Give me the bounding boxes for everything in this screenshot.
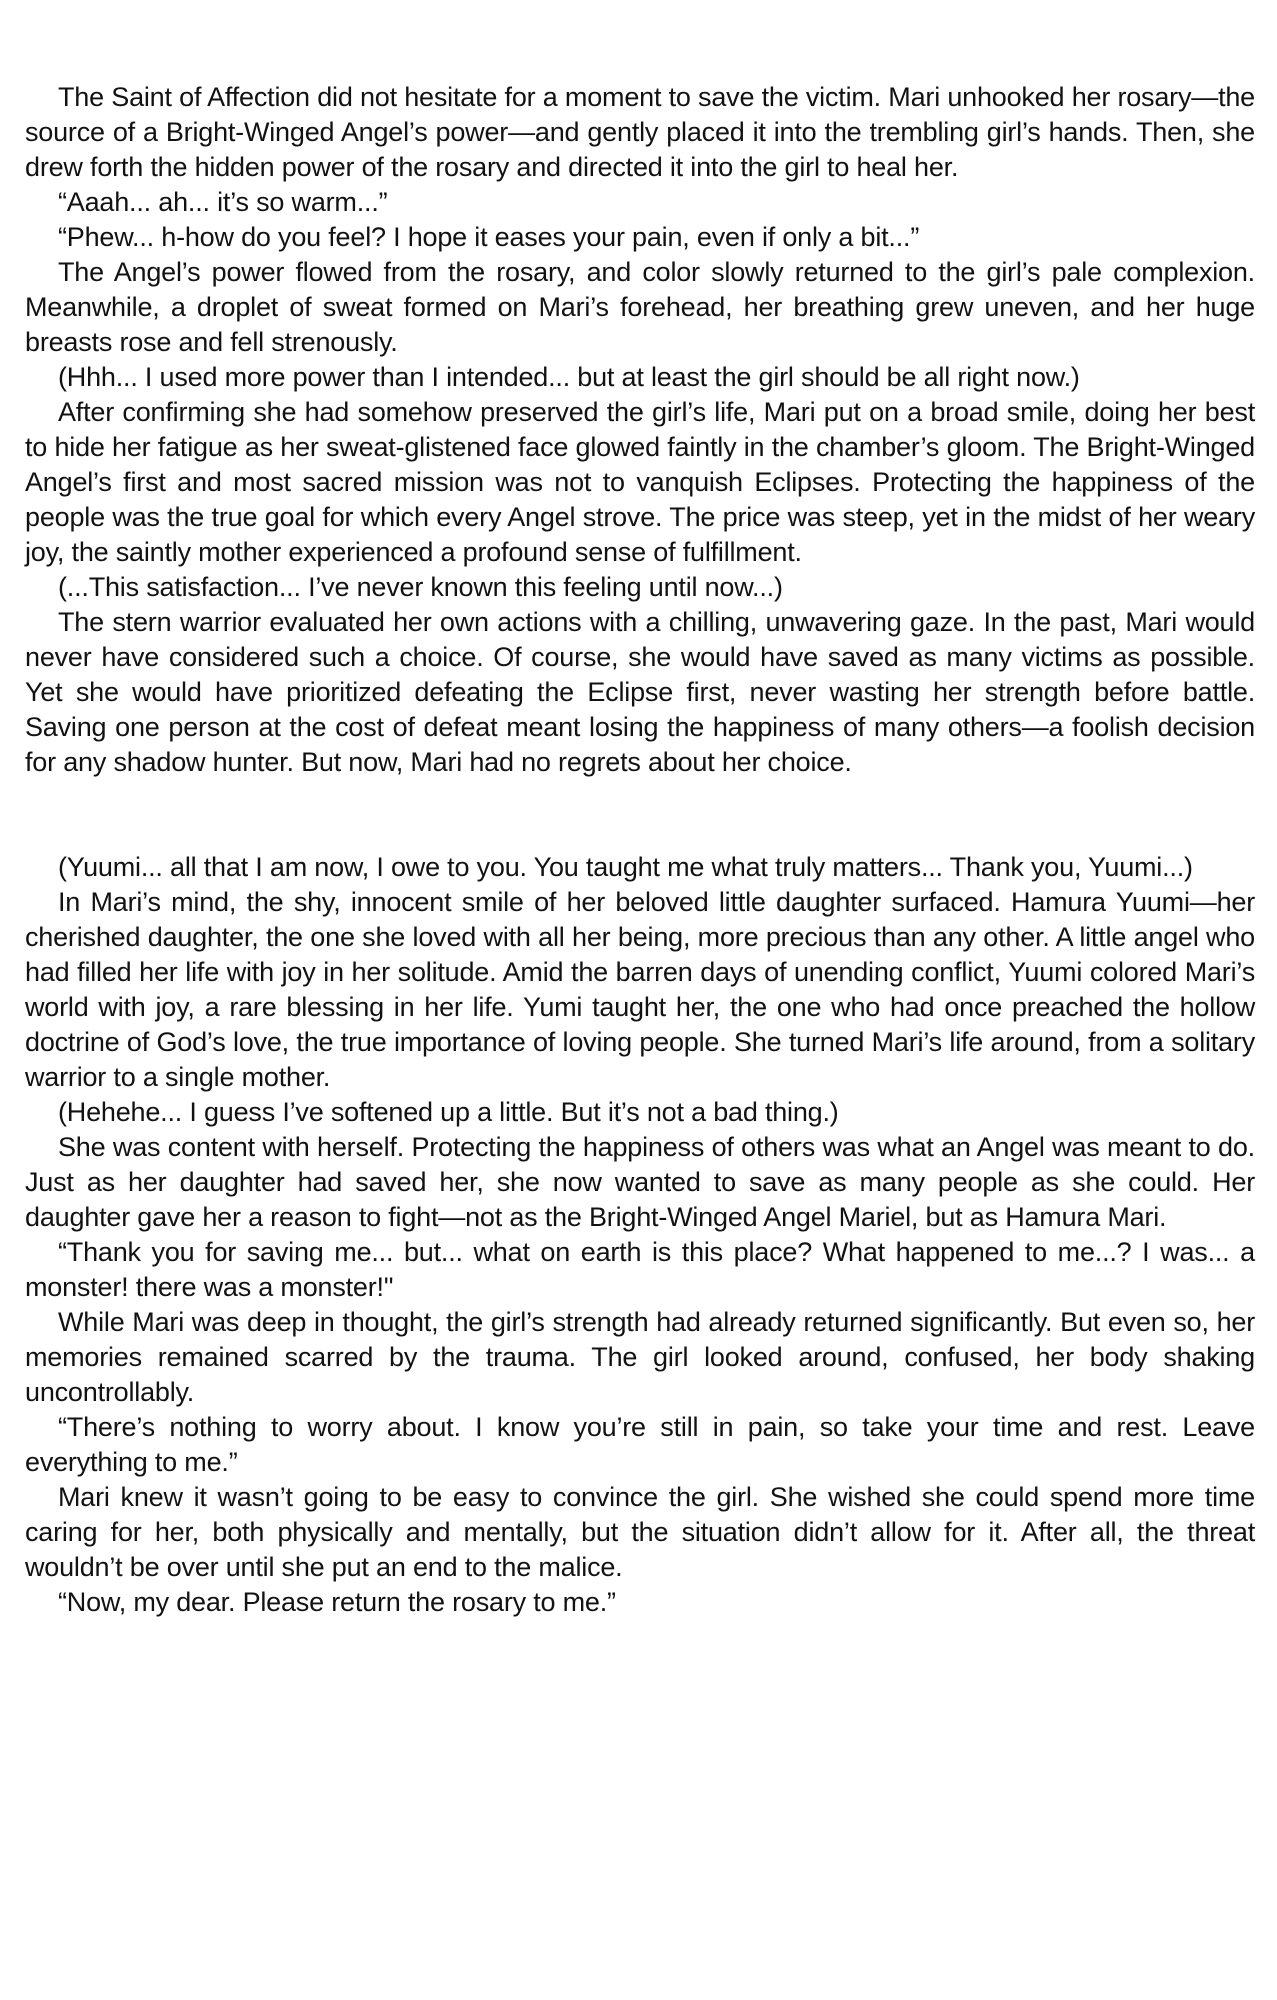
paragraph: The Angel’s power flowed from the rosary, and color slowly returned to the girl’s pale complexion. Meanwhile, a droplet of sweat formed on Mari’s forehead, her breathing grew uneven, and her huge breasts rose and fell strenously. <box>25 257 1255 357</box>
paragraph: After confirming she had somehow preserved the girl’s life, Mari put on a broad smile, doing her best to hide her fatigue as her sweat-glistened face glowed faintly in the chamber’s gloom. The Bright-Winged Angel’s first and most sacred mission was not to vanquish Eclipses. Protecting the happiness of the people was the true goal for which every Angel strove. The price was steep, yet in the midst of her weary joy, the saintly mother experienced a profound sense of fulfillment. <box>25 397 1255 567</box>
paragraph: (Yuumi... all that I am now, I owe to you. You taught me what truly matters... Thank you, Yuumi...) <box>58 852 1193 882</box>
paragraph: (Hhh... I used more power than I intended... but at least the girl should be all right now.) <box>58 362 1080 392</box>
paragraph: The stern warrior evaluated her own actions with a chilling, unwavering gaze. In the past, Mari would never have considered such a choice. Of course, she would have saved as many victims as possible. Yet she would have prioritized defeating the Eclipse first, never wasting her strength before battle. Saving one person at the cost of defeat meant losing the happiness of many others—a foolish decision for any shadow hunter. But now, Mari had no regrets about her choice. <box>25 607 1255 777</box>
paragraph: In Mari’s mind, the shy, innocent smile of her beloved little daughter surfaced. Hamura Yuumi—her cherished daughter, the one she loved with all her being, more precious than any other. A little angel who had filled her life with joy in her solitude. Amid the barren days of unending conflict, Yuumi colored Mari’s world with joy, a rare blessing in her life. Yumi taught her, the one who had once preached the hollow doctrine of God’s love, the true importance of loving people. She turned Mari’s life around, from a solitary warrior to a single mother. <box>25 887 1255 1092</box>
paragraph: While Mari was deep in thought, the girl’s strength had already returned significantly. But even so, her memories remained scarred by the trauma. The girl looked around, confused, her body shaking uncontrollably. <box>25 1307 1255 1407</box>
paragraph: “Thank you for saving me... but... what on earth is this place? What happened to me...? I was... a monster! there was a monster!" <box>25 1237 1255 1302</box>
paragraph: (...This satisfaction... I’ve never known this feeling until now...) <box>58 572 783 602</box>
paragraph: “Aaah... ah... it’s so warm...” <box>58 187 388 217</box>
paragraph: “Now, my dear. Please return the rosary to me.” <box>58 1587 616 1617</box>
paragraph: Mari knew it wasn’t going to be easy to convince the girl. She wished she could spend more time caring for her, both physically and mentally, but the situation didn’t allow for it. After all, the threat wouldn’t be over until she put an end to the malice. <box>25 1482 1255 1582</box>
paragraph: (Hehehe... I guess I’ve softened up a little. But it’s not a bad thing.) <box>58 1097 839 1127</box>
paragraph: The Saint of Affection did not hesitate for a moment to save the victim. Mari unhooked her rosary—the source of a Bright-Winged Angel’s power—and gently placed it into the trembling girl’s hands. Then, she drew forth the hidden power of the rosary and directed it into the girl to heal her. <box>25 82 1255 182</box>
paragraph: “There’s nothing to worry about. I know you’re still in pain, so take your time and rest. Leave everything to me.” <box>25 1412 1255 1477</box>
paragraph: She was content with herself. Protecting the happiness of others was what an Angel was meant to do. Just as her daughter had saved her, she now wanted to save as many people as she could. Her daughter gave her a reason to fight—not as the Bright-Winged Angel Mariel, but as Hamura Mari. <box>25 1132 1255 1232</box>
paragraph: “Phew... h-how do you feel? I hope it eases your pain, even if only a bit...” <box>58 222 920 252</box>
